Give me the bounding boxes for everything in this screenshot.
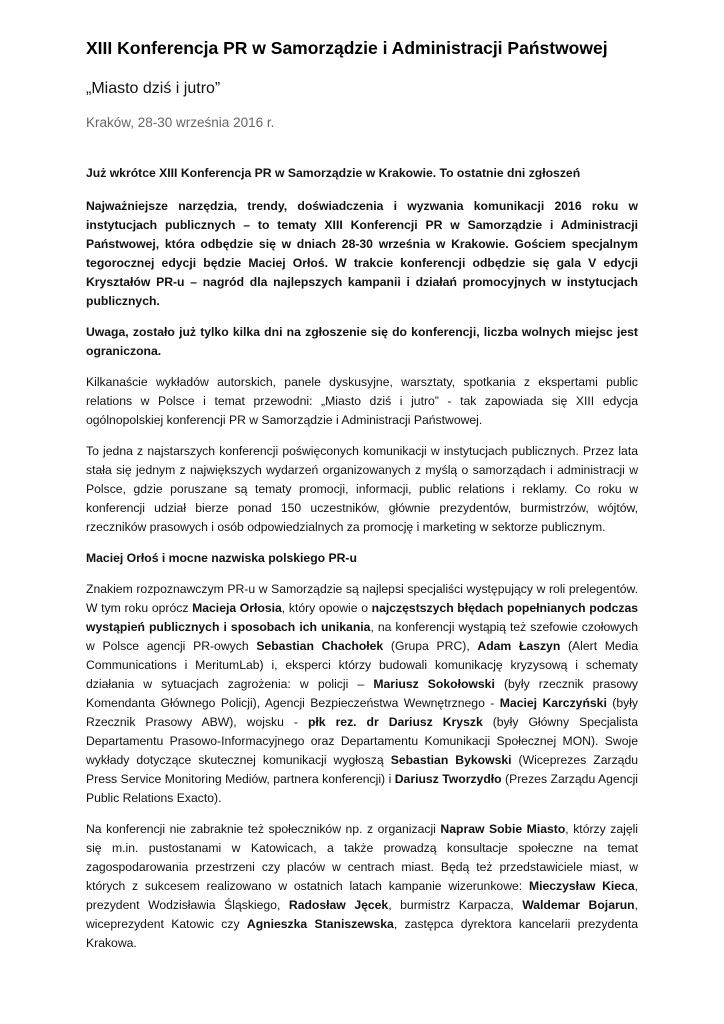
emphasized-text: Radosław Jęcek (288, 898, 389, 912)
section-heading: Maciej Orłoś i mocne nazwiska polskiego PR-u (86, 551, 357, 565)
text-run: , którzy zajęli się m.in. pustostanami w Katowicach, a także prowadzą konsultacje społeczne na temat zagospodarowania przestrzeni czy placów w centrach miast. Będą też przedstawiciele miast, w których z sukcesem realizowano w ostatnich latach kampanie wizerunkowe: (86, 822, 639, 893)
text-run: (były rzecznik prasowy Komendanta Głównego Policji), Agencji Bezpieczeństwa Wewnętrznego - (86, 677, 638, 710)
text-run: Na konferencji nie zabraknie też społeczników np. z organizacji (86, 822, 441, 836)
text-run: (były Rzecznik Prasowy ABW), wojsku - (86, 696, 639, 729)
paragraph-notice: Uwaga, zostało już tylko kilka dni na zgłoszenie się do konferencji, liczba wolnych miejsc jest ograniczona. (86, 325, 638, 358)
text-run: , wiceprezydent Katowic czy (86, 898, 638, 931)
emphasized-text: płk rez. dr Dariusz Kryszk (307, 715, 483, 729)
paragraph-intro: Najważniejsze narzędzia, trendy, doświadczenia i wyzwania komunikacji 2016 roku w instytucjach publicznych – to tematy XIII Konferencji PR w Samorządzie i Administracji Państwowej, która odbędzie się w dniach 28-30 września w Krakowie. Gościem specjalnym tegorocznej edycji będzie Maciej Orłoś. W trakcie konferencji odbędzie się gala V edycji Kryształów PR-u – nagród dla najlepszych kampanii i działań promocyjnych w instytucjach publicznych. (86, 199, 638, 308)
emphasized-text: Dariusz Tworzydło (394, 772, 502, 786)
emphasized-text: Maciej Karczyński (499, 696, 607, 710)
text-run: , burmistrz Karpacza, (388, 898, 523, 912)
text-run: , zastępca dyrektora kancelarii prezydenta Krakowa. (86, 917, 638, 950)
paragraph-history: To jedna z najstarszych konferencji poświęconych komunikacji w instytucjach publicznych. Przez lata stała się jednym z największych wydarzeń organizowanych z myślą o samorządach i administracji w Polsce, gdzie poruszane są tematy promocji, informacji, public relations i reklamy. Co roku w konferencji udział bierze ponad 150 uczestników, głównie prezydentów, burmistrzów, wójtów, rzeczników prasowych i osób odpowiedzialnych za promocję i marketing w sektorze publicznym. (86, 444, 638, 534)
emphasized-text: Napraw Sobie Miasto (440, 822, 566, 836)
article-body (86, 164, 638, 965)
document-title: XIII Konferencja PR w Samorządzie i Administracji Państwowej (86, 38, 608, 58)
text-run: , na konferencji wystąpią też szefowie czołowych w Polsce agencji PR-owych (86, 620, 638, 653)
text-run: Znakiem rozpoznawczym PR-u w Samorządzie są najlepsi specjaliści występujący w roli prelegentów. W tym roku oprócz (86, 582, 638, 615)
text-run: , prezydent Wodzisławia Śląskiego, (86, 879, 639, 912)
emphasized-text: Agnieszka Staniszewska (246, 917, 394, 931)
document-subtitle: „Miasto dziś i jutro” (86, 80, 221, 97)
lead-heading: Już wkrótce XIII Konferencja PR w Samorządzie w Krakowie. To ostatnie dni zgłoszeń (86, 166, 581, 180)
emphasized-text: Waldemar Bojarun (522, 898, 635, 912)
paragraph-speakers (86, 580, 638, 808)
text-run: (Wiceprezes Zarządu Press Service Monitoring Mediów, partnera konferencji) i (86, 753, 639, 786)
emphasized-text: Sebastian Bykowski (390, 753, 512, 767)
paragraph-activists (86, 820, 638, 953)
text-run: (Prezes Zarządu Agencji Public Relations Exacto). (86, 772, 638, 805)
emphasized-text: Mieczysław Kieca (528, 879, 635, 893)
paragraph-program: Kilkanaście wykładów autorskich, panele dyskusyjne, warsztaty, spotkania z ekspertami public relations w Polsce i temat przewodni: „Miasto dziś i jutro” - tak zapowiada się XIII edycja ogólnopolskiej konferencji PR w Samorządzie i Administracji Państwowej. (86, 375, 638, 427)
emphasized-text: najczęstszych błędach popełnianych podczas wystąpień publicznych i sposobach ich unikania (86, 601, 639, 634)
emphasized-text: Sebastian Chachołek (256, 639, 384, 653)
text-run: (Grupa PRC), (383, 639, 478, 653)
emphasized-text: Adam Łaszyn (477, 639, 561, 653)
text-run: (były Główny Specjalista Departamentu Prasowo-Informacyjnego oraz Departamentu Komunikacji Społecznej MON). Swoje wykłady dotyczące skutecznej komunikacji wygłoszą (86, 715, 639, 767)
text-run: (Alert Media Communications i MeritumLab) i, eksperci którzy budowali komunikację kryzysową i schematy działania w sytuacjach zagrożenia: w policji – (86, 639, 638, 691)
text-run: , który opowie o (281, 601, 372, 615)
event-date: Kraków, 28-30 września 2016 r. (86, 115, 275, 130)
emphasized-text: Macieja Orłosia (192, 601, 282, 615)
emphasized-text: Mariusz Sokołowski (373, 677, 495, 691)
